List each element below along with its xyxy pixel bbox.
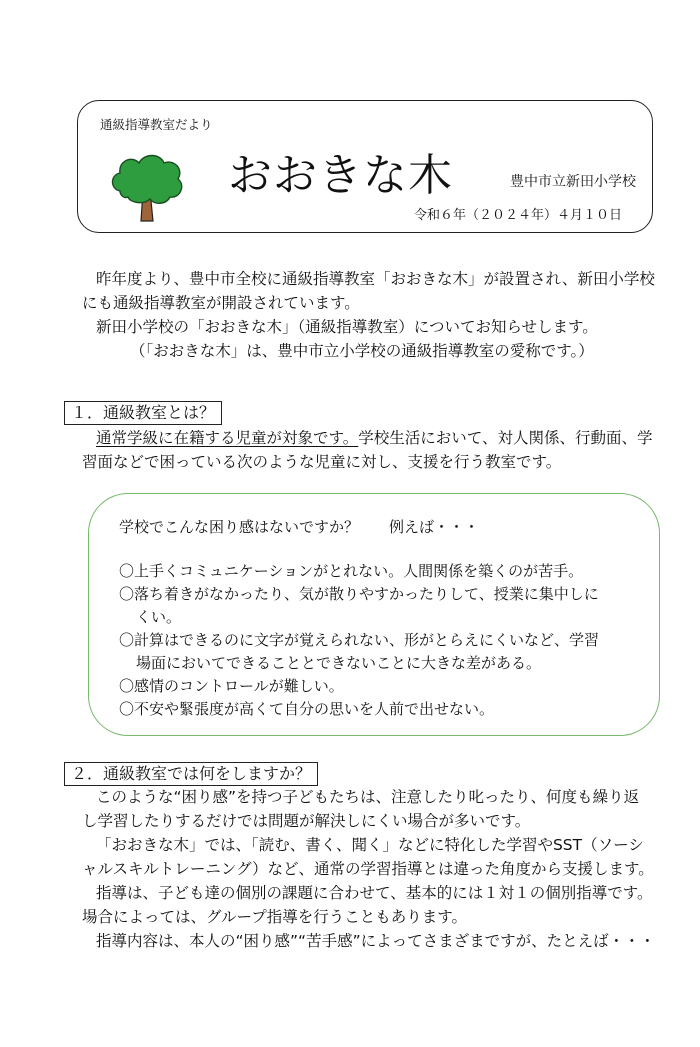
section-2-line-3: 「おおきな木」では、「読む、書く、聞く」などに特化した学習やSST（ソーシ — [96, 836, 644, 854]
section-1-target-text: 通常学級に在籍する児童が対象です。 — [96, 429, 359, 447]
issue-date: 令和６年（２０２４年）４月１０日 — [414, 208, 623, 223]
list-item: 場面においてできることとできないことに大きな差がある。 — [136, 654, 542, 672]
intro-line-4: （「おおきな木」は、豊中市立小学校の通級指導教室の愛称です。） — [130, 342, 594, 360]
examples-header: 学校でこんな困り感はないですか？ 例えば・・・ — [119, 518, 480, 536]
section-1-line-1 — [96, 427, 652, 449]
section-2-line-4: ャルスキルトレーニング）など、通常の学習指導とは違った角度から支援します。 — [82, 860, 654, 878]
section-2-line-1: このような“困り感”を持つ子どもたちは、注意したり叱ったり、何度も繰り返 — [96, 788, 640, 806]
list-item: 〇感情のコントロールが難しい。 — [119, 677, 344, 695]
section-1-line-1-rest: 学校生活において、対人関係、行動面、学 — [358, 429, 653, 447]
intro-line-3: 新田小学校の「おおきな木」（通級指導教室）についてお知らせします。 — [96, 318, 598, 336]
list-item: 〇不安や緊張度が高くて自分の思いを人前で出せない。 — [119, 700, 495, 718]
tree-icon — [108, 151, 186, 223]
examples-box — [88, 493, 660, 736]
section-2-line-6: 場合によっては、グループ指導を行うこともあります。 — [82, 908, 468, 926]
school-name: 豊中市立新田小学校 — [510, 174, 636, 190]
section-2-heading: ２．通級教室では何をしますか？ — [64, 762, 318, 786]
newsletter-header — [77, 100, 653, 233]
examples-list — [119, 560, 649, 721]
list-item: 〇計算はできるのに文字が覚えられない、形がとらえにくいなど、学習 — [119, 631, 600, 649]
section-2-line-7: 指導内容は、本人の“困り感”“苦手感”によってさまざまですが、たとえば・・・ — [96, 932, 656, 950]
section-1-heading: １．通級教室とは？ — [64, 401, 222, 425]
list-item: くい。 — [136, 608, 182, 626]
intro-line-1: 昨年度より、豊中市全校に通級指導教室「おおきな木」が設置され、新田小学校 — [96, 270, 655, 288]
newsletter-label: 通級指導教室だより — [100, 117, 213, 132]
section-1-line-2: 習面などで困っている次のような児童に対し、支援を行う教室です。 — [82, 453, 562, 471]
intro-line-2: にも通級指導教室が開設されています。 — [82, 294, 360, 312]
section-2-line-2: し学習したりするだけでは問題が解決しにくい場合が多いです。 — [82, 812, 531, 830]
section-2-line-5: 指導は、子ども達の個別の課題に合わせて、基本的には１対１の個別指導です。 — [96, 884, 653, 902]
list-item: 〇落ち着きがなかったり、気が散りやすかったりして、授業に集中しに — [119, 585, 599, 603]
list-item: 〇上手くコミュニケーションがとれない。人間関係を築くのが苦手。 — [119, 562, 584, 580]
newsletter-title: おおきな木 — [228, 150, 453, 201]
